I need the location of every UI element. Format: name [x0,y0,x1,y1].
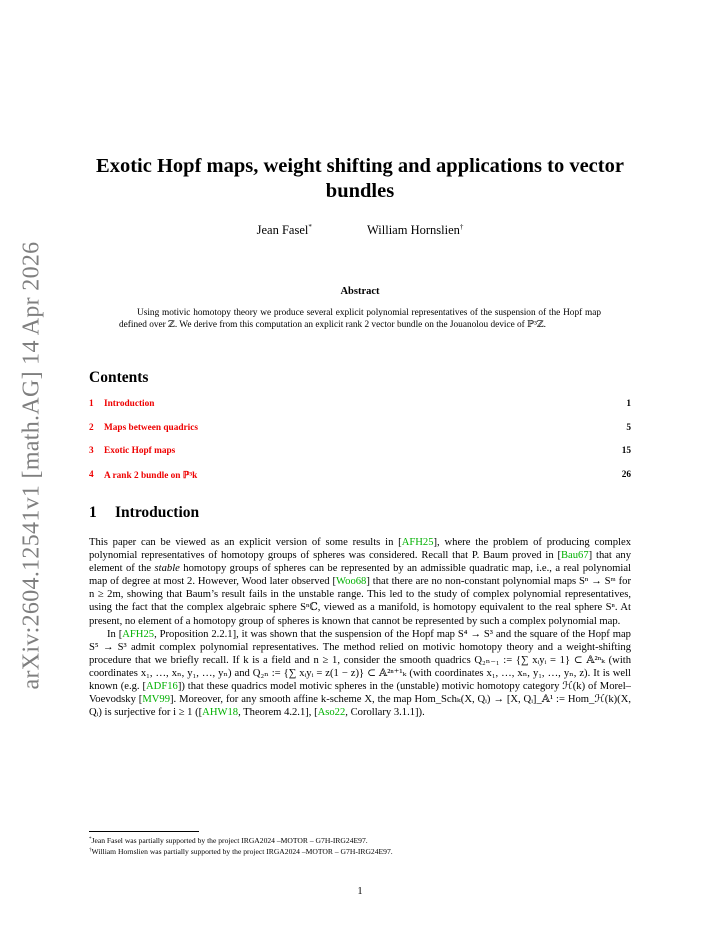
citation-link[interactable]: Aso22 [317,707,346,719]
paper-title: Exotic Hopf maps, weight shifting and applications to vector bundles [96,155,624,202]
author-1 [257,223,312,238]
section-body [89,536,631,719]
author-2-name: William Hornslien [366,223,460,237]
toc-page: 5 [626,423,631,433]
toc-link[interactable]: A rank 2 bundle on ℙ³k [104,471,198,481]
section-number: 1 [89,504,97,521]
footnote-1 [89,835,368,846]
author-1-name: Jean Fasel [256,223,309,237]
citation-link[interactable]: AFH25 [122,628,155,640]
paragraph-1: This paper can be viewed as an explicit version of some results in [AFH25], where the problem of producing complex polynomial representatives of homotopy groups of spheres was considered. Recall that P. Baum proved in [Bau67] that any element of the stable homotopy groups of spheres can be represented by an admissible quadratic map, i.e., a real polynomial map of degree at most 2. However, Wood later observed [Woo68] that there are no non-constant polynomial maps Sⁿ → Sᵐ for n ≥ 2m, showing that Baum’s result fails in the unstable range. This led to the study of complex polynomial representatives, using the fact that the complex algebraic sphere Sⁿℂ, viewed as a manifold, is homotopy equivalent to the real sphere Sⁿ. At present, no element of a homotopy group of spheres is known that cannot be represented by such a complex polynomial map. [89,537,632,627]
footnote-rule [89,831,199,832]
abstract-text: Using motivic homotopy theory we produce several explicit polynomial representatives of the suspension of the Hopf map defined over ℤ. We derive from this computation an explicit rank 2 vector bundle on the Jouanolou device of ℙ³ℤ. [119,308,601,330]
arxiv-stamp-text: arXiv:2604.12541v1 [math.AG] 14 Apr 2026 [18,241,45,689]
citation-link[interactable]: MV99 [142,694,170,706]
contents-heading: Contents [89,369,149,386]
abstract-heading: Abstract [340,286,380,297]
toc-number: 2 [89,423,94,433]
arxiv-stamp [12,242,52,688]
citation-link[interactable]: Woo68 [336,576,367,588]
footnote-text: Jean Fasel was partially supported by the project IRGA2024 –MOTOR – G7H-IRG24E97. [91,836,368,845]
author-2 [367,223,463,238]
footnote-2 [89,846,393,857]
section-title: Introduction [115,504,200,521]
toc-page: 15 [621,446,631,456]
toc-number: 4 [89,470,94,480]
section-heading [89,504,199,522]
toc-link[interactable]: Exotic Hopf maps [104,446,176,456]
toc-page: 1 [626,399,631,409]
page-number: 1 [357,886,363,897]
footnote-text: William Hornslien was partially supported by the project IRGA2024 –MOTOR – G7H-IRG24E97. [91,847,393,856]
citation-link[interactable]: AHW18 [202,707,239,719]
author-2-mark[interactable]: † [459,223,464,231]
toc-link[interactable]: Maps between quadrics [104,423,199,433]
toc-number: 3 [89,446,94,456]
citation-link[interactable]: ADF16 [146,681,178,693]
citation-link[interactable]: Bau67 [560,550,589,562]
toc-page: 26 [621,470,631,480]
author-1-mark[interactable]: * [308,223,312,231]
toc-link[interactable]: Introduction [104,399,155,409]
footnote-mark: * [89,837,92,842]
toc-number: 1 [89,399,94,409]
emphasis-text: stable [154,563,180,575]
paragraph-2: In [AFH25, Proposition 2.2.1], it was shown that the suspension of the Hopf map S⁴ → S³ and the square of the Hopf map S⁵ → S³ admit complex polynomial representatives. The method relied on motivic homotopy theory and a weight-shifting procedure that we briefly recall. If k is a field and n ≥ 1, consider the smooth quadrics Q₂ₙ₋₁ := {∑ xᵢyᵢ = 1} ⊂ 𝔸²ⁿₖ (with coordinates x₁, …, xₙ, y₁, …, yₙ) and Q₂ₙ := {∑ xᵢyᵢ = z(1 − z)} ⊂ 𝔸²ⁿ⁺¹ₖ (with coordinates x₁, …, xₙ, y₁, …, yₙ, z). It is well known (e.g. [ADF16]) that these quadrics model motivic spheres in the (unstable) motivic homotopy category ℋ(k) of Morel–Voevodsky [MV99]. Moreover, for any smooth affine k-scheme X, the map Hom_Schₖ(X, Qᵢ) → [X, Qᵢ]_𝔸¹ := Hom_ℋ(k)(X, Qᵢ) is surjective for i ≥ 1 ([AHW18, Theorem 4.2.1], [Aso22, Corollary 3.1.1]). [89,628,631,719]
footnote-mark: † [89,848,92,853]
citation-link[interactable]: AFH25 [401,537,434,548]
author-list [89,223,631,238]
